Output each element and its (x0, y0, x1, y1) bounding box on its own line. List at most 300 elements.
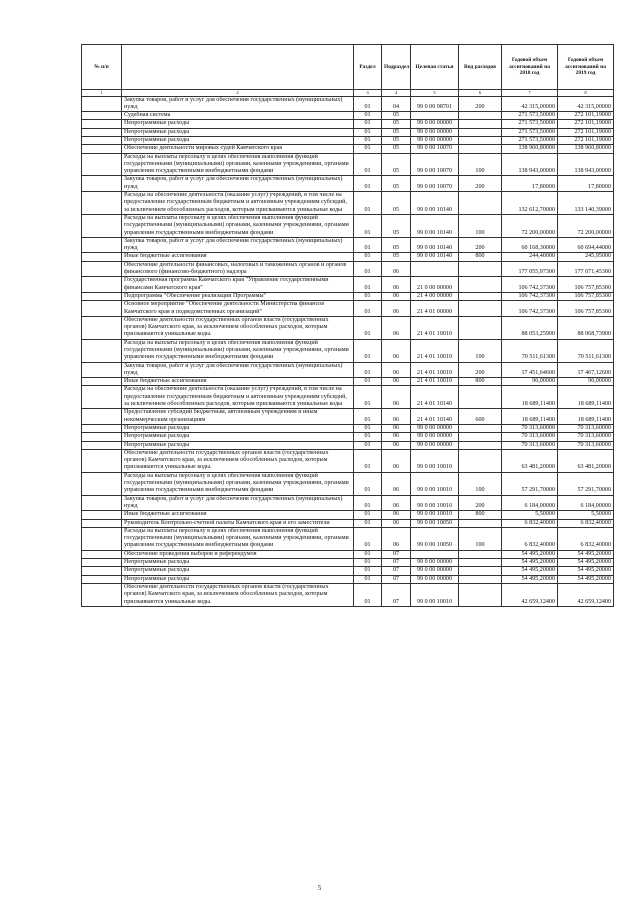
row-name-cell: Непрограммные расходы (122, 575, 354, 583)
row-name-cell: Закупка товаров, работ и услуг для обеспечения государственных (муниципальных) нужд (122, 176, 354, 192)
row-number-cell (82, 441, 122, 449)
row-name-cell: Расходы на обеспечение деятельности (оказание услуг) учреждений, в том числе на предоставление государственным бюджетным и автономным учреждениям субсидий, за исключением обособленных расходов, которым присваиваются уникальные коды (122, 386, 354, 409)
row-number-cell (82, 583, 122, 606)
row-section-cell: 01 (354, 316, 382, 339)
table-row (82, 559, 614, 567)
row-amount-2019-cell: 5,50000 (558, 511, 614, 519)
row-expense-type-cell: 200 (459, 237, 502, 253)
table-row (82, 301, 614, 317)
row-section-cell: 01 (354, 386, 382, 409)
row-section-cell: 01 (354, 511, 382, 519)
row-amount-2019-cell: 42 315,00000 (558, 96, 614, 112)
row-amount-2018-cell: 60 168,30000 (502, 237, 558, 253)
row-number-cell (82, 145, 122, 153)
row-amount-2018-cell: 6 832,40000 (502, 527, 558, 550)
row-expense-type-cell: 100 (459, 339, 502, 362)
row-expense-type-cell (459, 112, 502, 120)
row-name-cell: Обеспечение проведения выборов и референдумов (122, 550, 354, 558)
row-target-item-cell: 21 4 01 10140 (411, 409, 459, 425)
row-expense-type-cell (459, 145, 502, 153)
row-name-cell: Непрограммные расходы (122, 136, 354, 144)
row-name-cell: Непрограммные расходы (122, 441, 354, 449)
row-subsection-cell: 05 (382, 128, 411, 136)
row-number-cell (82, 449, 122, 472)
row-expense-type-cell (459, 120, 502, 128)
row-number-cell (82, 120, 122, 128)
row-section-cell: 01 (354, 339, 382, 362)
row-name-cell: Обеспечение деятельности государственных органов власти (государственных органов) Камчатского края, за исключением обособленных расходов, которым присваиваются уникальные коды. (122, 316, 354, 339)
row-name-cell: Обеспечение деятельности государственных органов власти (государственных органов) Камчатского края, за исключением обособленных расходов, которым присваиваются уникальные коды. (122, 449, 354, 472)
row-name-cell: Государственная программа Камчатского края "Управление государственными финансами Камчатского края" (122, 277, 354, 293)
row-target-item-cell: 21 4 01 10140 (411, 386, 459, 409)
row-amount-2018-cell: 271 573,50000 (502, 112, 558, 120)
row-expense-type-cell: 800 (459, 511, 502, 519)
table-row (82, 550, 614, 558)
row-section-cell: 01 (354, 424, 382, 432)
column-number: 2 (122, 90, 354, 97)
header-expense-type: Вид расходов (459, 45, 502, 90)
row-section-cell: 01 (354, 378, 382, 386)
row-expense-type-cell: 100 (459, 153, 502, 176)
row-number-cell (82, 495, 122, 511)
table-row (82, 449, 614, 472)
row-name-cell: Непрограммные расходы (122, 120, 354, 128)
row-number-cell (82, 550, 122, 558)
row-section-cell: 01 (354, 301, 382, 317)
table-row (82, 292, 614, 300)
row-number-cell (82, 527, 122, 550)
row-target-item-cell: 99 0 00 10070 (411, 145, 459, 153)
table-row (82, 277, 614, 293)
row-amount-2019-cell: 90,00000 (558, 378, 614, 386)
row-number-cell (82, 386, 122, 409)
row-expense-type-cell (459, 136, 502, 144)
column-number: 1 (82, 90, 122, 97)
row-expense-type-cell (459, 316, 502, 339)
row-subsection-cell: 05 (382, 176, 411, 192)
row-expense-type-cell: 200 (459, 495, 502, 511)
row-expense-type-cell: 600 (459, 409, 502, 425)
table-row (82, 362, 614, 378)
row-section-cell: 01 (354, 292, 382, 300)
row-number-cell (82, 253, 122, 261)
row-amount-2019-cell: 177 071,45300 (558, 261, 614, 277)
row-name-cell: Предоставление субсидий бюджетным, автономным учреждениям и иным некоммерческим организациям (122, 409, 354, 425)
row-amount-2018-cell: 18 689,11400 (502, 386, 558, 409)
row-section-cell: 01 (354, 583, 382, 606)
row-subsection-cell: 06 (382, 527, 411, 550)
row-subsection-cell: 06 (382, 261, 411, 277)
row-name-cell: Основное мероприятие "Обеспечение деятельности Министерства финансов Камчатского края и подведомственных организаций" (122, 301, 354, 317)
row-amount-2018-cell: 42 315,00000 (502, 96, 558, 112)
row-subsection-cell: 06 (382, 301, 411, 317)
row-amount-2018-cell: 54 495,20000 (502, 550, 558, 558)
row-name-cell: Иные бюджетные ассигнования (122, 378, 354, 386)
row-subsection-cell: 05 (382, 237, 411, 253)
row-amount-2018-cell: 63 481,20000 (502, 449, 558, 472)
row-number-cell (82, 277, 122, 293)
row-name-cell: Расходы на выплаты персоналу в целях обеспечения выполнения функций государственными (муниципальными) органами, казенными учреждениями, органами управления государственными внебюджетными фондами (122, 339, 354, 362)
table-row (82, 253, 614, 261)
row-section-cell: 01 (354, 550, 382, 558)
row-subsection-cell: 06 (382, 495, 411, 511)
row-expense-type-cell (459, 301, 502, 317)
row-amount-2019-cell: 17 467,12600 (558, 362, 614, 378)
row-amount-2018-cell: 138 960,80000 (502, 145, 558, 153)
table-row (82, 386, 614, 409)
row-amount-2019-cell: 6 832,40000 (558, 519, 614, 527)
row-amount-2019-cell: 63 481,20000 (558, 449, 614, 472)
row-section-cell: 01 (354, 362, 382, 378)
row-subsection-cell: 06 (382, 449, 411, 472)
row-section-cell: 01 (354, 145, 382, 153)
row-amount-2018-cell: 54 495,20000 (502, 559, 558, 567)
row-number-cell (82, 575, 122, 583)
row-expense-type-cell (459, 519, 502, 527)
row-section-cell: 01 (354, 433, 382, 441)
row-number-cell (82, 472, 122, 495)
row-name-cell: Иные бюджетные ассигнования (122, 511, 354, 519)
row-target-item-cell: 21 4 01 10010 (411, 362, 459, 378)
row-target-item-cell: 99 0 00 00000 (411, 120, 459, 128)
row-amount-2018-cell: 70 313,60000 (502, 433, 558, 441)
header-section: Раздел (354, 45, 382, 90)
row-expense-type-cell (459, 559, 502, 567)
row-subsection-cell: 06 (382, 316, 411, 339)
row-amount-2019-cell: 54 495,20000 (558, 575, 614, 583)
row-section-cell: 01 (354, 277, 382, 293)
row-target-item-cell: 99 0 00 10140 (411, 253, 459, 261)
row-amount-2018-cell: 106 742,37300 (502, 277, 558, 293)
row-name-cell: Иные бюджетные ассигнования (122, 253, 354, 261)
row-subsection-cell: 07 (382, 550, 411, 558)
row-expense-type-cell: 200 (459, 362, 502, 378)
row-expense-type-cell (459, 292, 502, 300)
row-amount-2019-cell: 18 689,11400 (558, 409, 614, 425)
row-amount-2019-cell: 6 832,40000 (558, 527, 614, 550)
row-target-item-cell: 99 0 00 00000 (411, 441, 459, 449)
header-amount-2019: Годовой объем ассигнований на 2019 год (558, 45, 614, 90)
row-expense-type-cell: 800 (459, 378, 502, 386)
row-target-item-cell: 21 4 01 10010 (411, 378, 459, 386)
table-row (82, 112, 614, 120)
row-name-cell: Судебная система (122, 112, 354, 120)
table-row (82, 339, 614, 362)
row-subsection-cell: 07 (382, 575, 411, 583)
table-header-row (82, 45, 614, 90)
row-name-cell: Закупка товаров, работ и услуг для обеспечения государственных (муниципальных) нужд (122, 237, 354, 253)
row-section-cell: 01 (354, 559, 382, 567)
row-target-item-cell (411, 112, 459, 120)
row-number-cell (82, 301, 122, 317)
row-section-cell: 01 (354, 176, 382, 192)
row-target-item-cell: 21 4 01 10010 (411, 339, 459, 362)
row-target-item-cell: 99 0 00 10050 (411, 519, 459, 527)
row-expense-type-cell (459, 433, 502, 441)
row-name-cell: Расходы на выплаты персоналу в целях обеспечения выполнения функций государственными (муниципальными) органами, казенными учреждениями, органами управления государственными внебюджетными фондами (122, 472, 354, 495)
row-number-cell (82, 153, 122, 176)
row-number-cell (82, 316, 122, 339)
row-name-cell: Непрограммные расходы (122, 559, 354, 567)
row-expense-type-cell (459, 583, 502, 606)
row-amount-2018-cell: 271 573,50000 (502, 128, 558, 136)
table-row (82, 176, 614, 192)
row-subsection-cell: 06 (382, 386, 411, 409)
table-row (82, 128, 614, 136)
side-registration-stamp (24, 395, 38, 535)
row-subsection-cell: 06 (382, 378, 411, 386)
row-amount-2019-cell: 106 757,85300 (558, 301, 614, 317)
row-name-cell: Руководитель Контрольно-счетной палаты Камчатского края и его заместители (122, 519, 354, 527)
row-name-cell: Непрограммные расходы (122, 567, 354, 575)
column-number: 7 (502, 90, 558, 97)
row-amount-2019-cell: 245,95000 (558, 253, 614, 261)
row-target-item-cell: 99 0 00 10140 (411, 237, 459, 253)
row-name-cell: Расходы на обеспечение деятельности (оказание услуг) учреждений, в том числе на предоставление государственным бюджетным и автономным учреждениям субсидий, за исключением обособленных расходов, которым присваиваются уникальные коды (122, 192, 354, 215)
row-number-cell (82, 433, 122, 441)
row-target-item-cell: 99 0 00 10010 (411, 449, 459, 472)
header-amount-2018: Годовой объем ассигнований на 2018 год (502, 45, 558, 90)
row-target-item-cell (411, 261, 459, 277)
row-target-item-cell: 99 0 00 10010 (411, 495, 459, 511)
row-amount-2019-cell: 70 313,60000 (558, 424, 614, 432)
row-subsection-cell: 06 (382, 277, 411, 293)
row-name-cell: Закупка товаров, работ и услуг для обеспечения государственных (муниципальных) нужд (122, 96, 354, 112)
row-amount-2019-cell: 6 184,00000 (558, 495, 614, 511)
row-amount-2018-cell: 17,80000 (502, 176, 558, 192)
row-amount-2019-cell: 138 960,80000 (558, 145, 614, 153)
row-expense-type-cell (459, 567, 502, 575)
table-row (82, 567, 614, 575)
row-amount-2019-cell: 42 659,12400 (558, 583, 614, 606)
table-row (82, 237, 614, 253)
row-subsection-cell: 05 (382, 136, 411, 144)
table-row (82, 145, 614, 153)
row-number-cell (82, 237, 122, 253)
row-section-cell: 01 (354, 96, 382, 112)
table-row (82, 441, 614, 449)
row-amount-2019-cell: 106 757,85300 (558, 292, 614, 300)
row-section-cell: 01 (354, 153, 382, 176)
column-number: 5 (411, 90, 459, 97)
row-amount-2019-cell: 72 200,00000 (558, 214, 614, 237)
row-subsection-cell: 05 (382, 112, 411, 120)
row-subsection-cell: 06 (382, 441, 411, 449)
row-name-cell: Непрограммные расходы (122, 424, 354, 432)
row-target-item-cell: 21 4 01 10010 (411, 316, 459, 339)
row-name-cell: Расходы на выплаты персоналу в целях обеспечения выполнения функций государственными (муниципальными) органами, казенными учреждениями, органами управления государственными внебюджетными фондами (122, 214, 354, 237)
table-row (82, 527, 614, 550)
row-target-item-cell: 99 0 00 10140 (411, 192, 459, 215)
row-number-cell (82, 192, 122, 215)
row-number-cell (82, 339, 122, 362)
row-amount-2018-cell: 6 184,00000 (502, 495, 558, 511)
row-amount-2018-cell: 177 055,97300 (502, 261, 558, 277)
row-expense-type-cell (459, 277, 502, 293)
row-section-cell: 01 (354, 261, 382, 277)
row-number-cell (82, 112, 122, 120)
row-subsection-cell: 06 (382, 519, 411, 527)
row-subsection-cell: 04 (382, 96, 411, 112)
row-section-cell: 01 (354, 112, 382, 120)
row-subsection-cell: 06 (382, 433, 411, 441)
row-amount-2018-cell: 17 451,64600 (502, 362, 558, 378)
row-target-item-cell: 99 0 00 10010 (411, 583, 459, 606)
row-number-cell (82, 424, 122, 432)
row-name-cell: Закупка товаров, работ и услуг для обеспечения государственных (муниципальных) нужд (122, 362, 354, 378)
row-target-item-cell: 99 0 00 00000 (411, 567, 459, 575)
table-body (82, 96, 614, 606)
row-amount-2019-cell: 138 943,00000 (558, 153, 614, 176)
row-section-cell: 01 (354, 237, 382, 253)
row-number-cell (82, 214, 122, 237)
header-number: № п/п (82, 45, 122, 90)
row-expense-type-cell (459, 424, 502, 432)
row-section-cell: 01 (354, 449, 382, 472)
row-subsection-cell: 06 (382, 511, 411, 519)
row-target-item-cell: 21 4 01 00000 (411, 301, 459, 317)
row-expense-type-cell (459, 449, 502, 472)
table-row (82, 261, 614, 277)
row-number-cell (82, 409, 122, 425)
row-name-cell: Непрограммные расходы (122, 433, 354, 441)
row-number-cell (82, 511, 122, 519)
row-target-item-cell: 99 0 00 10010 (411, 511, 459, 519)
row-amount-2018-cell: 106 742,37300 (502, 292, 558, 300)
table-row (82, 378, 614, 386)
row-subsection-cell: 05 (382, 192, 411, 215)
row-amount-2019-cell: 17,80000 (558, 176, 614, 192)
table-row (82, 192, 614, 215)
row-amount-2018-cell: 90,00000 (502, 378, 558, 386)
row-section-cell: 01 (354, 253, 382, 261)
row-target-item-cell: 99 0 00 98701 (411, 96, 459, 112)
row-amount-2019-cell: 70 313,60000 (558, 441, 614, 449)
table-row (82, 316, 614, 339)
row-number-cell (82, 559, 122, 567)
row-expense-type-cell (459, 386, 502, 409)
header-target-item: Целевая статья (411, 45, 459, 90)
table-row (82, 511, 614, 519)
row-target-item-cell: 99 0 00 10140 (411, 214, 459, 237)
row-number-cell (82, 519, 122, 527)
row-subsection-cell: 06 (382, 424, 411, 432)
row-expense-type-cell (459, 261, 502, 277)
column-number: 3 (354, 90, 382, 97)
row-expense-type-cell (459, 192, 502, 215)
row-target-item-cell: 99 0 00 10070 (411, 153, 459, 176)
table-row (82, 409, 614, 425)
row-section-cell: 01 (354, 575, 382, 583)
row-amount-2018-cell: 271 573,50000 (502, 120, 558, 128)
row-subsection-cell: 06 (382, 292, 411, 300)
row-amount-2019-cell: 18 689,11400 (558, 386, 614, 409)
row-subsection-cell: 05 (382, 214, 411, 237)
table-row (82, 575, 614, 583)
row-number-cell (82, 128, 122, 136)
row-expense-type-cell (459, 441, 502, 449)
row-subsection-cell: 05 (382, 120, 411, 128)
row-section-cell: 01 (354, 409, 382, 425)
row-number-cell (82, 292, 122, 300)
column-number: 8 (558, 90, 614, 97)
row-section-cell: 01 (354, 519, 382, 527)
row-expense-type-cell (459, 550, 502, 558)
row-amount-2018-cell: 106 742,37300 (502, 301, 558, 317)
row-subsection-cell: 07 (382, 567, 411, 575)
row-amount-2018-cell: 70 313,60000 (502, 441, 558, 449)
row-expense-type-cell: 200 (459, 176, 502, 192)
row-target-item-cell: 99 0 00 10070 (411, 176, 459, 192)
row-section-cell: 01 (354, 527, 382, 550)
column-number: 4 (382, 90, 411, 97)
row-amount-2018-cell: 18 689,11400 (502, 409, 558, 425)
row-name-cell: Подпрограмма "Обеспечение реализации Программы" (122, 292, 354, 300)
row-section-cell: 01 (354, 495, 382, 511)
row-target-item-cell: 21 0 00 00000 (411, 277, 459, 293)
header-subsection: Подраздел (382, 45, 411, 90)
row-section-cell: 01 (354, 441, 382, 449)
row-target-item-cell: 99 0 00 00000 (411, 559, 459, 567)
table-row (82, 583, 614, 606)
row-name-cell: Закупка товаров, работ и услуг для обеспечения государственных (муниципальных) нужд (122, 495, 354, 511)
row-section-cell: 01 (354, 214, 382, 237)
row-subsection-cell: 07 (382, 583, 411, 606)
row-amount-2018-cell: 244,40000 (502, 253, 558, 261)
row-amount-2019-cell: 57 291,70000 (558, 472, 614, 495)
budget-allocation-table (81, 44, 614, 607)
row-amount-2019-cell: 60 694,44000 (558, 237, 614, 253)
row-amount-2019-cell: 54 495,20000 (558, 559, 614, 567)
row-name-cell: Обеспечение деятельности финансовых, налоговых и таможенных органов и органов финансового (финансово-бюджетного) надзора (122, 261, 354, 277)
row-number-cell (82, 567, 122, 575)
row-section-cell: 01 (354, 472, 382, 495)
row-amount-2019-cell: 272 101,19000 (558, 128, 614, 136)
row-amount-2018-cell: 57 291,70000 (502, 472, 558, 495)
row-number-cell (82, 362, 122, 378)
row-name-cell: Обеспечение деятельности государственных органов власти (государственных органов) Камчатского края, за исключением обособленных расходов, которым присваиваются уникальные коды. (122, 583, 354, 606)
row-target-item-cell (411, 550, 459, 558)
column-number: 6 (459, 90, 502, 97)
row-target-item-cell: 99 0 00 00000 (411, 136, 459, 144)
row-amount-2018-cell: 70 511,61300 (502, 339, 558, 362)
row-amount-2019-cell: 133 140,39000 (558, 192, 614, 215)
row-subsection-cell: 06 (382, 362, 411, 378)
row-subsection-cell: 05 (382, 145, 411, 153)
row-number-cell (82, 378, 122, 386)
row-subsection-cell: 06 (382, 339, 411, 362)
row-amount-2018-cell: 54 495,20000 (502, 575, 558, 583)
row-target-item-cell: 99 0 00 10050 (411, 527, 459, 550)
row-amount-2018-cell: 132 612,70000 (502, 192, 558, 215)
table-row (82, 495, 614, 511)
header-name (122, 45, 354, 90)
row-section-cell: 01 (354, 136, 382, 144)
row-section-cell: 01 (354, 567, 382, 575)
row-name-cell: Обеспечение деятельности мировых судей Камчатского края (122, 145, 354, 153)
row-expense-type-cell (459, 128, 502, 136)
row-target-item-cell: 99 0 00 10010 (411, 472, 459, 495)
row-section-cell: 01 (354, 128, 382, 136)
row-target-item-cell: 99 0 00 00000 (411, 433, 459, 441)
row-expense-type-cell: 800 (459, 253, 502, 261)
page-number: 5 (317, 884, 322, 892)
table-row (82, 153, 614, 176)
row-name-cell: Расходы на выплаты персоналу в целях обеспечения выполнения функций государственными (муниципальными) органами, казенными учреждениями, органами управления государственными внебюджетными фондами (122, 527, 354, 550)
row-subsection-cell: 05 (382, 253, 411, 261)
row-amount-2018-cell: 271 573,50000 (502, 136, 558, 144)
row-amount-2019-cell: 272 101,19000 (558, 120, 614, 128)
